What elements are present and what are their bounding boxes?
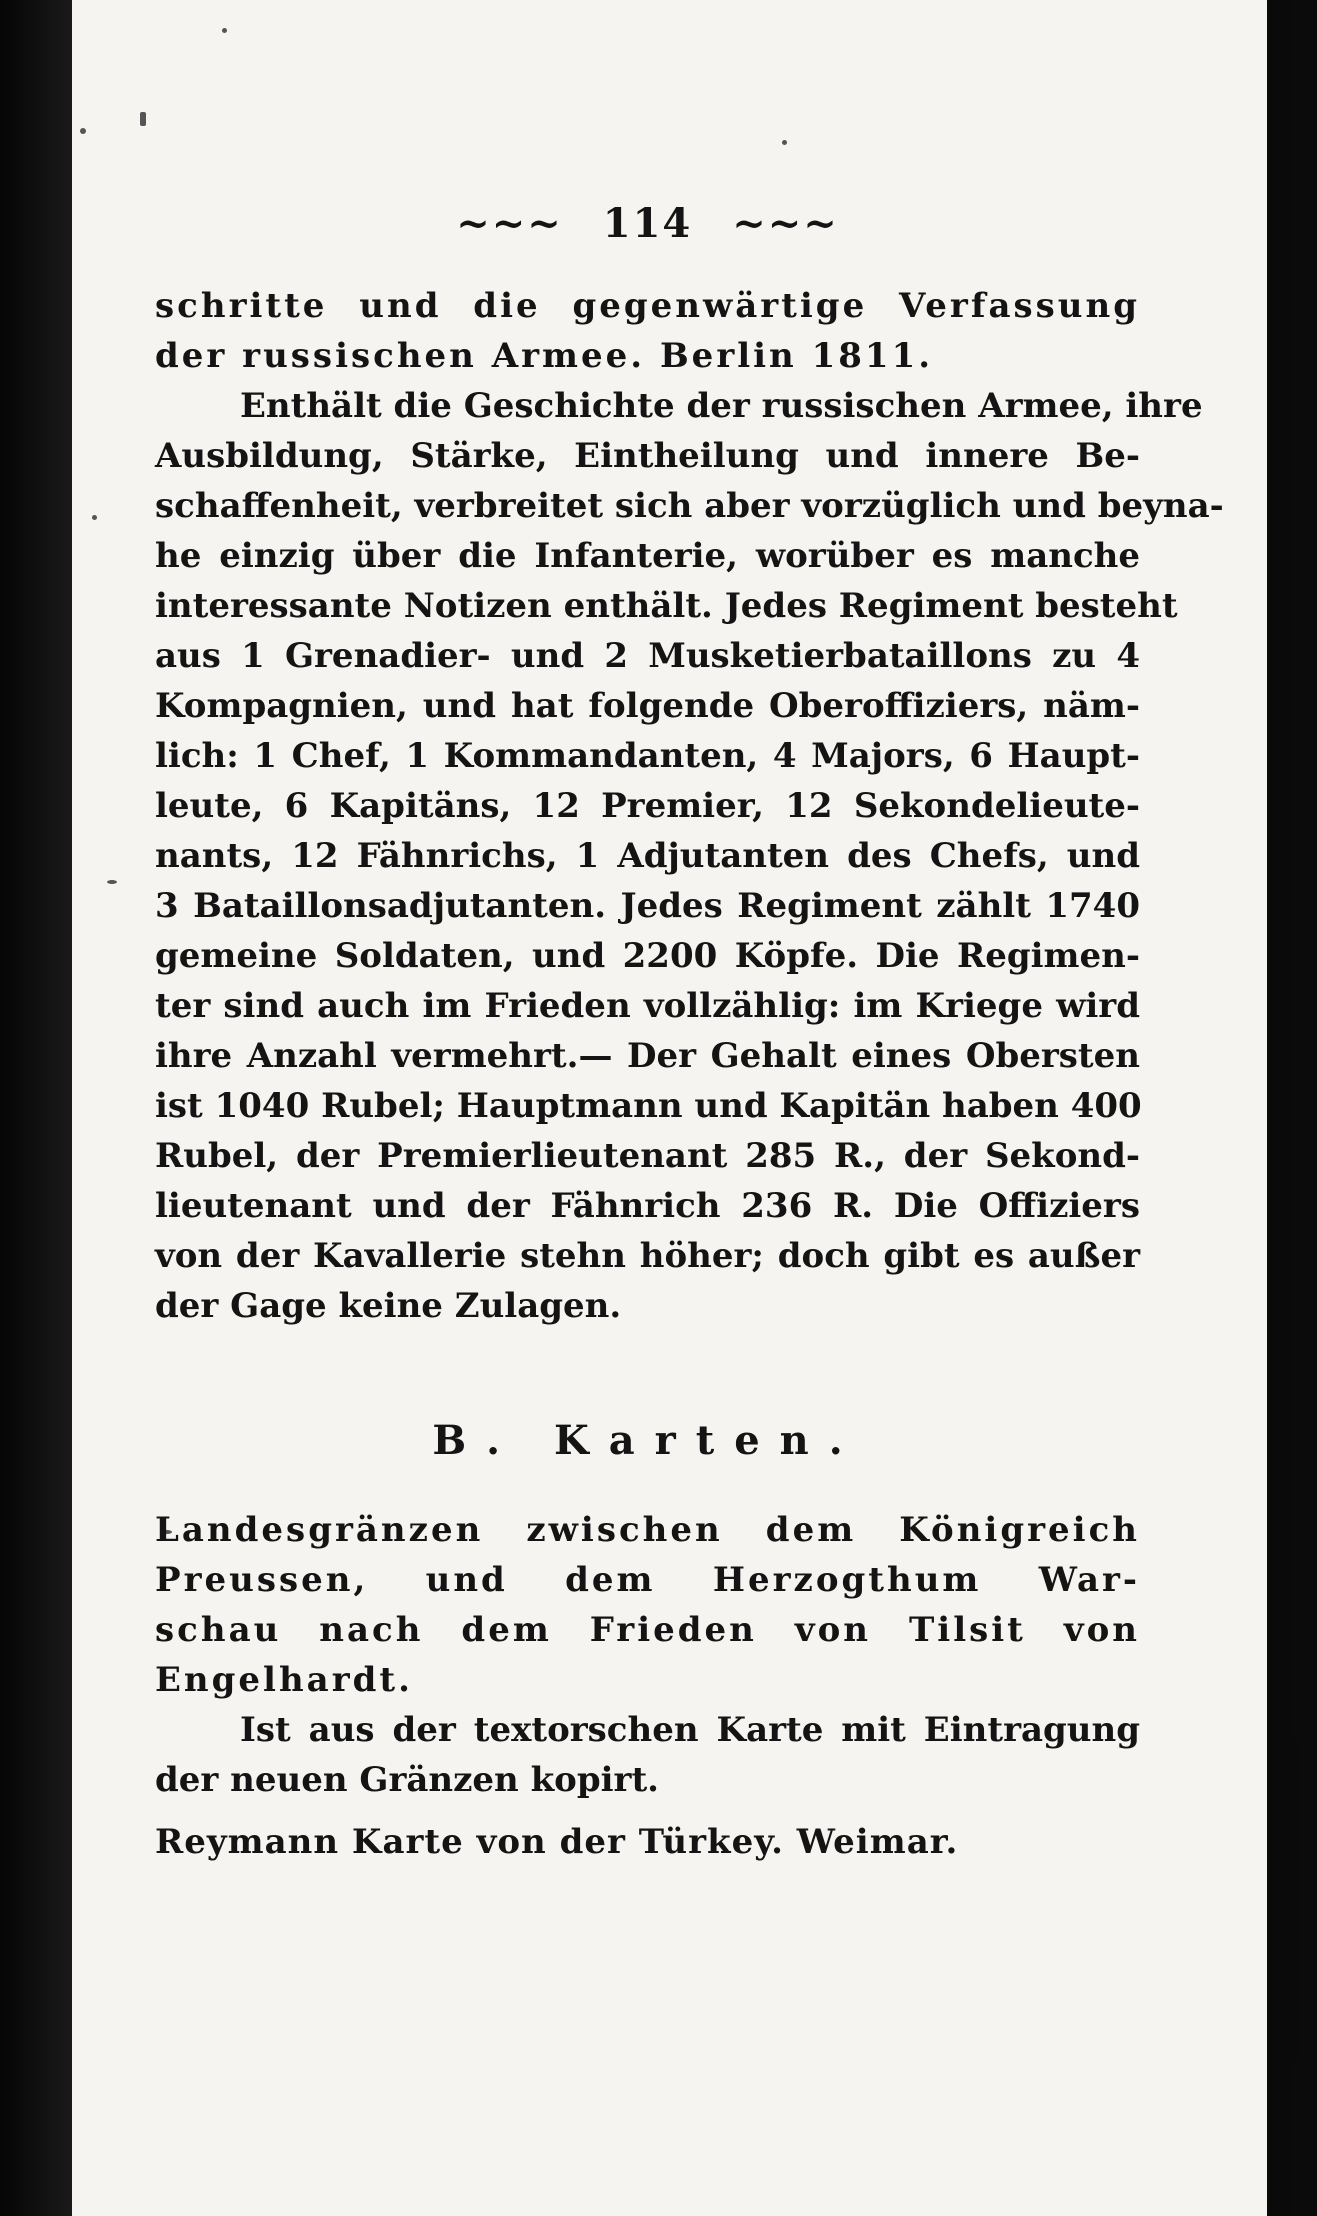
text-line: ihre Anzahl vermehrt.— Der Gehalt eines Obersten [155, 1036, 1140, 1076]
section-heading: B. Karten. [432, 1417, 863, 1464]
paper-speck [92, 515, 97, 520]
page-text [155, 200, 1224, 1867]
header-ornament-right: ~~~ [732, 200, 839, 247]
text-line: Rubel, der Premierlieutenant 285 R., der Sekond- [155, 1136, 1140, 1176]
text-line: Landesgränzen zwischen dem Königreich [155, 1510, 1140, 1550]
header-ornament-left: ~~~ [456, 200, 563, 247]
text-line: Ausbildung, Stärke, Eintheilung und innere Be- [155, 436, 1140, 476]
text-line: aus 1 Grenadier- und 2 Musketierbataillons zu 4 [155, 636, 1140, 676]
text-line: der neuen Gränzen kopirt. [155, 1760, 659, 1800]
page-gutter-shadow [0, 0, 72, 2216]
text-line: Reymann Karte von der Türkey. Weimar. [155, 1822, 959, 1862]
text-line: schritte und die gegenwärtige Verfassung [155, 286, 1140, 326]
text-line: lieutenant und der Fähnrich 236 R. Die Offiziers [155, 1186, 1140, 1226]
text-line: schau nach dem Frieden von Tilsit von [155, 1610, 1140, 1650]
text-line: Ist aus der textorschen Karte mit Eintragung [240, 1710, 1140, 1750]
text-line: schaffenheit, verbreitet sich aber vorzüglich und beyna- [155, 486, 1224, 526]
text-line: Engelhardt. [155, 1660, 413, 1700]
text-line: nants, 12 Fähnrichs, 1 Adjutanten des Chefs, und [155, 836, 1140, 876]
paper-speck [782, 140, 787, 145]
page-right-edge [1267, 0, 1292, 2216]
text-line: gemeine Soldaten, und 2200 Köpfe. Die Regimen- [155, 936, 1140, 976]
text-line: von der Kavallerie stehn höher; doch gibt es außer [155, 1236, 1140, 1276]
text-line: Enthält die Geschichte der russischen Armee, ihre [240, 386, 1203, 426]
text-line: ter sind auch im Frieden vollzählig: im Kriege wird [155, 986, 1140, 1026]
text-line: he einzig über die Infanterie, worüber es manche [155, 536, 1140, 576]
text-line: 3 Bataillonsadjutanten. Jedes Regiment zählt 1740 [155, 886, 1140, 926]
text-line: Kompagnien, und hat folgende Oberoffiziers, näm- [155, 686, 1140, 726]
paper-speck [140, 112, 146, 126]
paper-speck [80, 128, 86, 134]
paper-speck [222, 28, 227, 33]
text-line: lich: 1 Chef, 1 Kommandanten, 4 Majors, 6 Haupt- [155, 736, 1140, 776]
text-line: der russischen Armee. Berlin 1811. [155, 336, 934, 376]
page-number: 114 [602, 200, 693, 247]
text-line: ist 1040 Rubel; Hauptmann und Kapitän haben 400 [155, 1086, 1142, 1126]
page-header [155, 200, 1140, 247]
text-line: leute, 6 Kapitäns, 12 Premier, 12 Sekondelieute- [155, 786, 1140, 826]
text-line: interessante Notizen enthält. Jedes Regiment besteht [155, 586, 1178, 626]
text-line: der Gage keine Zulagen. [155, 1286, 622, 1326]
paper-speck [107, 880, 117, 884]
text-line: Preussen, und dem Herzogthum War- [155, 1560, 1140, 1600]
binding-mark [1290, 1740, 1298, 2060]
